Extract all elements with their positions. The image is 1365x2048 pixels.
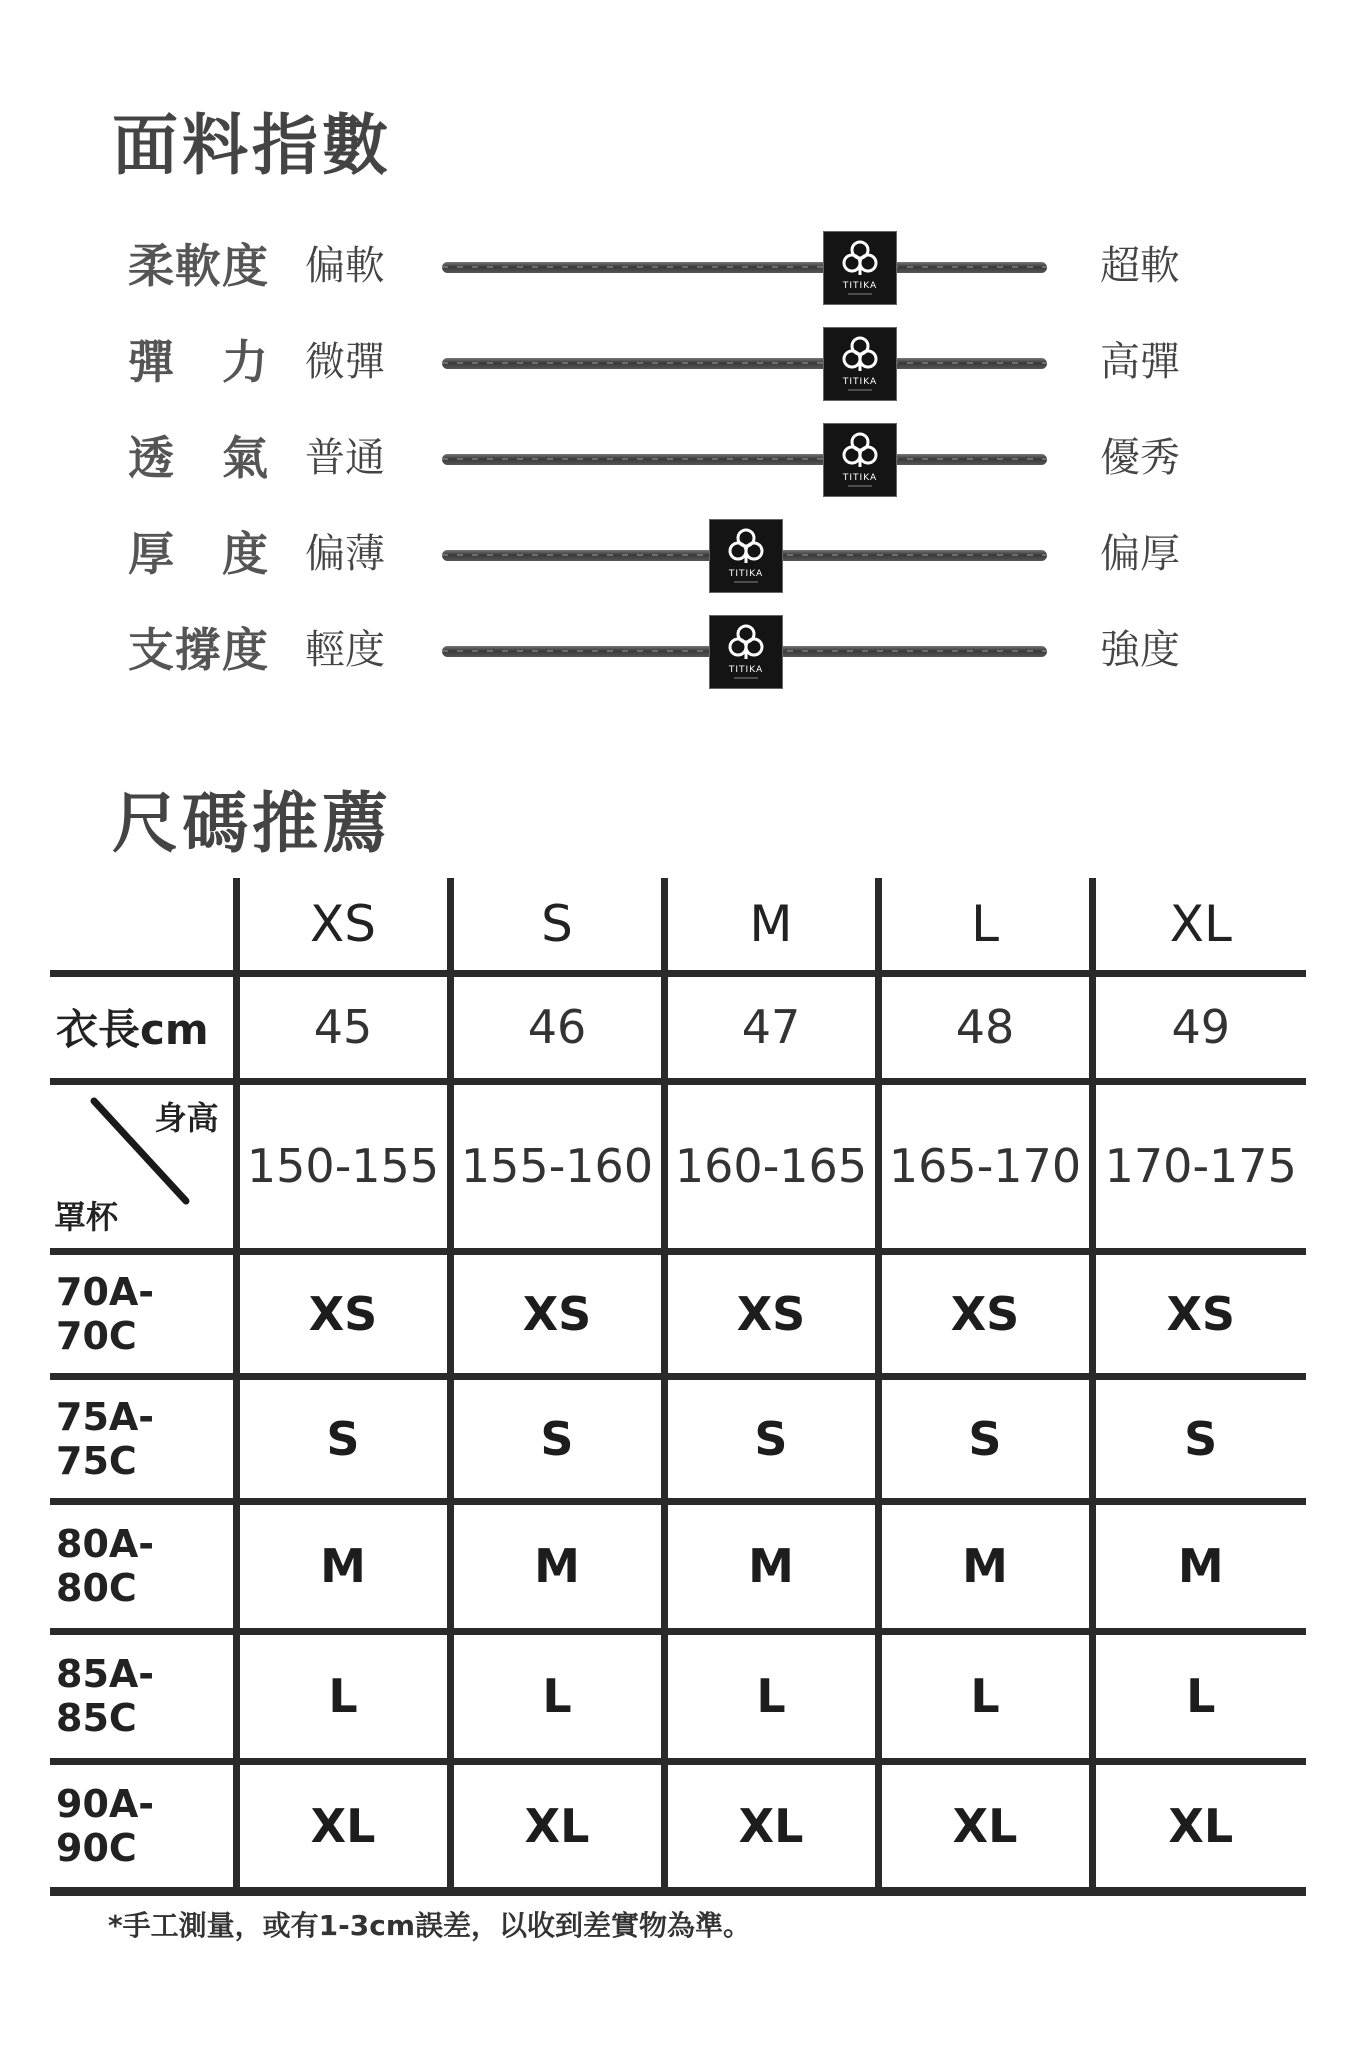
height-range: 150-155	[236, 1081, 450, 1251]
measurement-footnote: *手工測量，或有1-3cm誤差，以收到差實物為準。	[108, 1909, 752, 1942]
scale-low-label: 微彈	[305, 339, 385, 385]
cup-row	[50, 1631, 1306, 1761]
logo-text: TITIKA	[843, 473, 878, 483]
height-label: 身高	[154, 1098, 219, 1137]
recommended-size: S	[664, 1376, 878, 1501]
height-range: 170-175	[1092, 1081, 1306, 1251]
recommended-size: XS	[664, 1251, 878, 1376]
cup-row	[50, 1761, 1306, 1891]
fabric-scale-row	[0, 418, 1365, 498]
length-label: 衣長cm	[50, 973, 236, 1081]
scale-low-label: 普通	[305, 435, 385, 481]
trefoil-logo-icon	[824, 424, 896, 496]
titika-logo-marker	[709, 615, 783, 689]
fabric-scale-row	[0, 610, 1365, 690]
scale-high-label: 高彈	[1100, 339, 1180, 385]
recommended-size: XS	[1092, 1251, 1306, 1376]
recommended-size: XL	[450, 1761, 664, 1891]
titika-logo-marker	[823, 423, 897, 497]
cup-size-label: 80A-80C	[50, 1501, 236, 1631]
titika-logo-marker	[709, 519, 783, 593]
recommended-size: XS	[450, 1251, 664, 1376]
length-value: 48	[878, 973, 1092, 1081]
titika-logo-marker	[823, 327, 897, 401]
recommended-size: L	[236, 1631, 450, 1761]
fabric-scale-row	[0, 322, 1365, 402]
scale-label: 柔軟度	[128, 239, 268, 293]
recommended-size: XS	[878, 1251, 1092, 1376]
cup-size-label: 90A-90C	[50, 1761, 236, 1891]
cup-label: 罩杯	[54, 1197, 119, 1236]
scale-track	[442, 262, 1047, 273]
recommended-size: M	[236, 1501, 450, 1631]
recommended-size: XL	[236, 1761, 450, 1891]
length-value: 46	[450, 973, 664, 1081]
recommended-size: L	[878, 1631, 1092, 1761]
height-range: 155-160	[450, 1081, 664, 1251]
recommended-size: S	[450, 1376, 664, 1501]
recommended-size: L	[664, 1631, 878, 1761]
cup-size-label: 85A-85C	[50, 1631, 236, 1761]
scale-high-label: 超軟	[1100, 243, 1180, 289]
size-column-header: XS	[236, 878, 450, 973]
length-value: 47	[664, 973, 878, 1081]
scale-high-label: 優秀	[1100, 435, 1180, 481]
height-range: 160-165	[664, 1081, 878, 1251]
scale-track	[442, 454, 1047, 465]
cup-row	[50, 1501, 1306, 1631]
recommended-size: L	[450, 1631, 664, 1761]
recommended-size: XL	[1092, 1761, 1306, 1891]
scale-label: 支撐度	[128, 623, 268, 677]
scale-low-label: 偏軟	[305, 243, 385, 289]
cup-row	[50, 1376, 1306, 1501]
recommended-size: S	[236, 1376, 450, 1501]
scale-low-label: 偏薄	[305, 531, 385, 577]
trefoil-logo-icon	[824, 328, 896, 400]
logo-text: TITIKA	[728, 665, 763, 675]
recommended-size: XL	[664, 1761, 878, 1891]
size-header-row	[50, 878, 1306, 973]
logo-text: TITIKA	[843, 377, 878, 387]
height-cup-header	[50, 1081, 236, 1251]
recommended-size: S	[1092, 1376, 1306, 1501]
recommended-size: S	[878, 1376, 1092, 1501]
size-recommendation-title: 尺碼推薦	[112, 785, 392, 862]
length-row	[50, 973, 1306, 1081]
recommended-size: M	[664, 1501, 878, 1631]
logo-text: TITIKA	[843, 281, 878, 291]
recommended-size: M	[1092, 1501, 1306, 1631]
fabric-scale-row	[0, 226, 1365, 306]
size-table	[50, 878, 1306, 1896]
fabric-scale-row	[0, 514, 1365, 594]
length-value: 45	[236, 973, 450, 1081]
trefoil-logo-icon	[824, 232, 896, 304]
height-row	[50, 1081, 1306, 1251]
recommended-size: M	[878, 1501, 1092, 1631]
trefoil-logo-icon	[710, 616, 782, 688]
recommended-size: M	[450, 1501, 664, 1631]
scale-label: 彈力	[128, 335, 268, 389]
scale-high-label: 強度	[1100, 627, 1180, 673]
recommended-size: XL	[878, 1761, 1092, 1891]
recommended-size: XS	[236, 1251, 450, 1376]
scale-label: 厚度	[128, 527, 268, 581]
logo-text: TITIKA	[728, 569, 763, 579]
corner-cell	[50, 878, 236, 973]
scale-label: 透氣	[128, 431, 268, 485]
recommended-size: L	[1092, 1631, 1306, 1761]
size-column-header: L	[878, 878, 1092, 973]
size-column-header: S	[450, 878, 664, 973]
size-column-header: M	[664, 878, 878, 973]
size-column-header: XL	[1092, 878, 1306, 973]
cup-row	[50, 1251, 1306, 1376]
scale-track	[442, 358, 1047, 369]
trefoil-logo-icon	[710, 520, 782, 592]
scale-high-label: 偏厚	[1100, 531, 1180, 577]
cup-size-label: 70A-70C	[50, 1251, 236, 1376]
titika-logo-marker	[823, 231, 897, 305]
length-value: 49	[1092, 973, 1306, 1081]
scale-low-label: 輕度	[305, 627, 385, 673]
cup-size-label: 75A-75C	[50, 1376, 236, 1501]
height-range: 165-170	[878, 1081, 1092, 1251]
fabric-index-title: 面料指數	[112, 107, 392, 184]
